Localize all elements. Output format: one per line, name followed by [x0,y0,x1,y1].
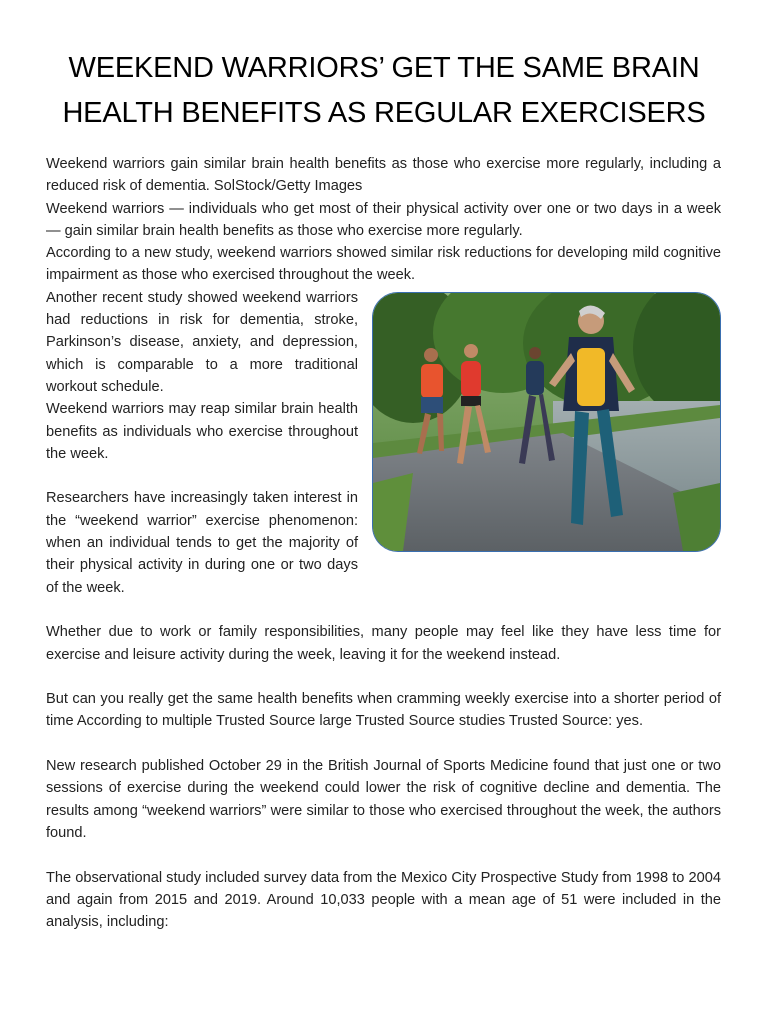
title-line-2: HEALTH BENEFITS AS REGULAR EXERCISERS [62,97,706,129]
paragraph: According to a new study, weekend warriors showed similar risk reductions for developing mild cognitive impairment as those who exercised throughout the week. [46,245,721,284]
paragraph: New research published October 29 in the British Journal of Sports Medicine found that just one or two sessions of exercise during the weekend could lower the risk of cognitive decline and dementia. The results among “weekend warriors” were similar to those who exercised throughout the week, the authors found. [46,758,721,841]
article-body [46,153,721,933]
paragraph: But can you really get the same health benefits when cramming weekly exercise into a shorter period of time According to multiple Trusted Source large Trusted Source studies Trusted Source: yes. [46,691,721,730]
title-line-1: WEEKEND WARRIORS’ GET THE SAME BRAIN [68,52,700,84]
paragraph: The observational study included survey data from the Mexico City Prospective Study from 1998 to 2004 and again from 2015 and 2019. Around 10,033 people with a mean age of 51 were included in the analysis, including: [46,869,721,931]
runners-illustration [373,293,720,551]
image-caption: Weekend warriors gain similar brain health benefits as those who exercise more regularly, including a reduced risk of dementia. SolStock/Getty Images [46,156,721,195]
paragraph: Another recent study showed weekend warriors had reductions in risk for dementia, stroke, Parkinson’s disease, anxiety, and depression, which is comparable to a more traditional workout schedule. [46,289,358,395]
article-title [40,46,728,136]
paragraph: Weekend warriors — individuals who get most of their physical activity over one or two days in a week — gain similar brain health benefits as those who exercise more regularly. [46,200,721,239]
paragraph: Researchers have increasingly taken interest in the “weekend warrior” exercise phenomenon: when an individual tends to get the majority of their physical activity in during one or two days of the week. [46,490,358,596]
runners-photo [372,292,721,552]
paragraph: Weekend warriors may reap similar brain health benefits as individuals who exercise throughout the week. [46,401,358,462]
paragraph: Whether due to work or family responsibilities, many people may feel like they have less time for exercise and leisure activity during the week, leaving it for the weekend instead. [46,624,721,663]
